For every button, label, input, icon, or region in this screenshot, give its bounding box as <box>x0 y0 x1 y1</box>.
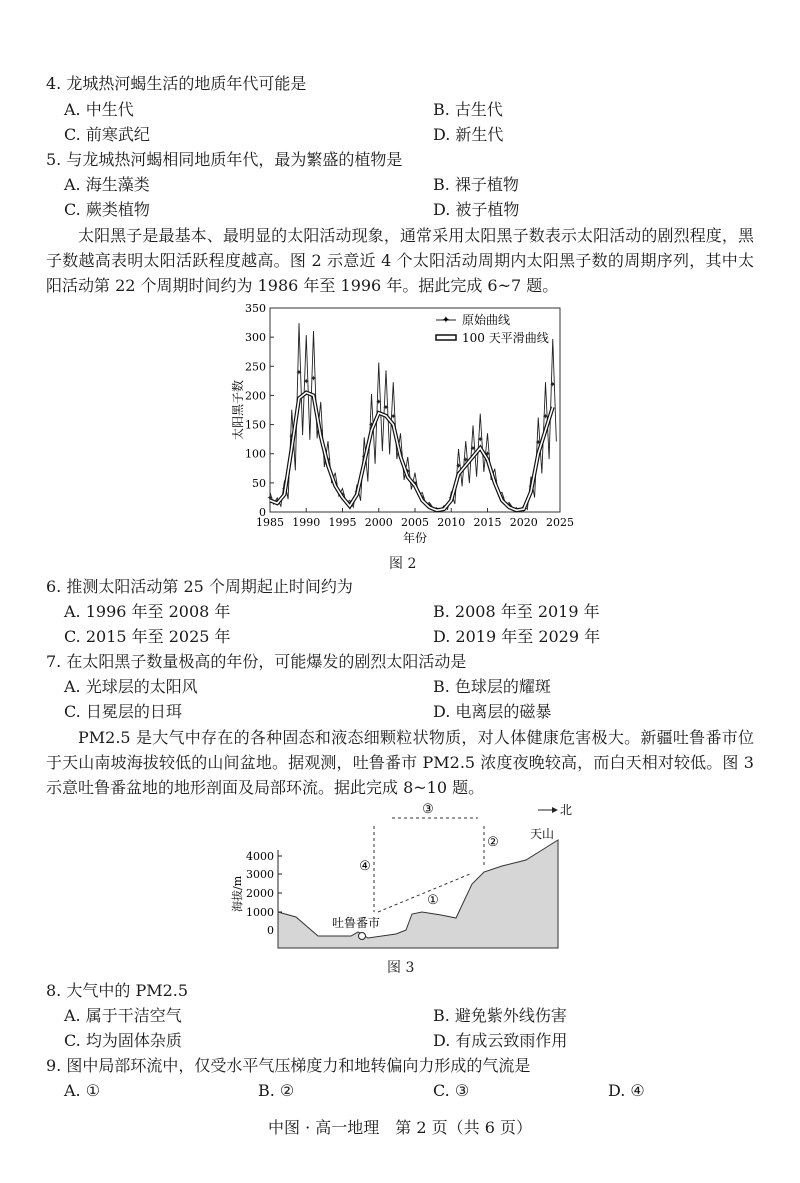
raw-series-point: ✦ <box>324 455 332 465</box>
altitude-tick-1000: 1000 <box>246 906 274 919</box>
legend-smooth-swatch <box>436 335 456 340</box>
q4-option-c: C. 前寒武纪 <box>64 125 150 144</box>
y-tick-label: 0 <box>259 506 266 519</box>
raw-series-point: ✦ <box>491 475 499 485</box>
raw-series-point: ✦ <box>310 373 317 383</box>
q4-option-b: B. 古生代 <box>433 100 503 119</box>
raw-series-point: ✦ <box>360 452 368 462</box>
raw-series-point: ✦ <box>418 493 426 503</box>
legend-smooth-label: 100 天平滑曲线 <box>462 331 549 345</box>
q6-option-d: D. 2019 年至 2029 年 <box>433 627 601 646</box>
raw-series-point: ✦ <box>447 493 455 503</box>
y-tick-label: 250 <box>245 360 266 374</box>
x-tick-label: 2010 <box>437 516 466 529</box>
legend-raw-label: 原始曲线 <box>462 313 511 327</box>
raw-series-point: ✦ <box>469 443 477 453</box>
raw-series-point: ✦ <box>520 503 528 513</box>
x-tick-label: 2025 <box>546 516 574 529</box>
question-5-stem: 5. 与龙城热河蝎相同地质年代，最为繁盛的植物是 <box>46 150 403 169</box>
question-9-stem: 9. 图中局部环流中，仅受水平气压梯度力和地转偏向力形成的气流是 <box>46 1056 531 1075</box>
q5-option-a: A. 海生藻类 <box>64 175 150 194</box>
q6-option-c: C. 2015 年至 2025 年 <box>64 627 231 646</box>
q8-option-c: C. 均为固体杂质 <box>64 1031 182 1050</box>
q9-option-a: A. ① <box>64 1081 101 1100</box>
raw-series-point: ✦ <box>317 426 325 436</box>
legend-raw-marker: ✦ <box>441 315 451 326</box>
terrain-profile <box>278 840 558 948</box>
raw-series-point: ✦ <box>397 449 404 459</box>
question-8-stem: 8. 大气中的 PM2.5 <box>46 981 189 1000</box>
raw-series-point: ✦ <box>462 455 470 465</box>
q7-option-d: D. 电离层的磁暴 <box>433 702 552 721</box>
q7-option-a: A. 光球层的太阳风 <box>64 677 198 696</box>
raw-series-point: ✦ <box>295 368 303 378</box>
q8-option-d: D. 有成云致雨作用 <box>433 1031 568 1050</box>
x-axis-label: 年份 <box>402 531 428 545</box>
x-tick-label: 1985 <box>256 516 284 529</box>
q9-option-b: B. ② <box>258 1081 295 1100</box>
question-4-stem: 4. 龙城热河蝎生活的地质年代可能是 <box>46 74 307 93</box>
raw-series-point: ✦ <box>389 411 397 421</box>
city-label: 吐鲁番市 <box>332 916 381 930</box>
raw-series-point: ✦ <box>382 403 390 413</box>
raw-series-point: ✦ <box>505 501 513 511</box>
page-footer: 中图 · 高一地理 第 2 页（共 6 页） <box>268 1118 532 1137</box>
raw-series-point: ✦ <box>339 490 346 500</box>
y-tick-label: 200 <box>245 389 266 403</box>
raw-series-point: ✦ <box>484 449 491 459</box>
sunspot-passage: 太阳黑子是最基本、最明显的太阳活动现象，通常采用太阳黑子数表示太阳活动的剧烈程度，黑子数越高表明太阳活跃程度越高。图 2 示意近 4 个太阳活动周期内太阳黑子数的周期序列，其中太阳活动第 22 个周期时间约为 1986 年至 1996 年。据此完成 6~7 题。 <box>46 226 754 295</box>
altitude-tick-2000: 2000 <box>246 887 274 900</box>
raw-series-point: ✦ <box>404 467 412 477</box>
x-tick-label: 1995 <box>328 516 357 529</box>
q6-option-b: B. 2008 年至 2019 年 <box>433 602 600 621</box>
raw-series-point: ✦ <box>455 461 462 471</box>
question-6-stem: 6. 推测太阳活动第 25 个周期起止时间约为 <box>46 577 353 596</box>
marker-4: ④ <box>359 859 371 874</box>
y-tick-label: 350 <box>245 302 266 315</box>
sunspot-chart <box>228 300 578 550</box>
x-tick-label: 2020 <box>509 516 538 529</box>
raw-series-point: ✦ <box>368 420 375 430</box>
x-tick-label: 2015 <box>473 516 502 529</box>
terrain-profile-diagram <box>226 800 576 965</box>
q6-option-a: A. 1996 年至 2008 年 <box>64 602 231 621</box>
raw-series-point: ✦ <box>534 438 542 448</box>
q9-option-d: D. ④ <box>608 1081 645 1100</box>
q5-option-c: C. 蕨类植物 <box>64 200 150 219</box>
q4-option-a: A. 中生代 <box>64 100 134 119</box>
raw-series-point: ✦ <box>266 493 274 503</box>
y-tick-label: 100 <box>245 447 266 461</box>
altitude-tick-3000: 3000 <box>246 868 274 881</box>
y-tick-label: 150 <box>245 418 266 432</box>
figure-3-caption: 图 3 <box>387 960 415 976</box>
raw-series-point: ✦ <box>281 484 288 494</box>
figure-2-caption: 图 2 <box>389 556 417 572</box>
q9-option-c: C. ③ <box>433 1081 470 1100</box>
north-label: 北 <box>560 803 573 817</box>
raw-series-point: ✦ <box>513 505 520 515</box>
city-marker <box>359 933 366 940</box>
airflow-1-line <box>378 874 470 912</box>
raw-series-point: ✦ <box>273 497 281 507</box>
raw-series-point: ✦ <box>353 487 361 497</box>
q4-option-d: D. 新生代 <box>433 125 504 144</box>
q7-option-b: B. 色球层的耀斑 <box>433 677 551 696</box>
raw-series-point: ✦ <box>476 435 484 445</box>
raw-series-point: ✦ <box>346 499 354 509</box>
y-axis-label: 太阳黑子数 <box>231 379 245 440</box>
marker-2: ② <box>487 835 499 850</box>
x-tick-label: 2000 <box>364 516 393 529</box>
q8-option-b: B. 避免紫外线伤害 <box>433 1006 567 1025</box>
marker-3: ③ <box>422 802 434 817</box>
raw-series-point: ✦ <box>440 503 448 513</box>
altitude-tick-4000: 4000 <box>246 850 274 863</box>
altitude-axis-label: 海拔/m <box>231 875 244 912</box>
y-tick-label: 50 <box>252 476 266 490</box>
raw-series-point: ✦ <box>549 379 557 389</box>
north-arrow-icon <box>552 807 558 813</box>
altitude-tick-0: 0 <box>267 924 274 937</box>
x-tick-label: 2005 <box>401 516 429 529</box>
raw-series-point: ✦ <box>411 478 419 488</box>
raw-series-point: ✦ <box>426 501 433 511</box>
q8-option-a: A. 属于干洁空气 <box>64 1006 182 1025</box>
mountain-label: 天山 <box>530 827 555 841</box>
raw-series-point: ✦ <box>375 397 383 407</box>
raw-series-point: ✦ <box>331 478 339 488</box>
question-7-stem: 7. 在太阳黑子数量极高的年份，可能爆发的剧烈太阳活动是 <box>46 652 467 671</box>
y-tick-label: 300 <box>245 331 266 345</box>
raw-series-point: ✦ <box>498 493 506 503</box>
q5-option-b: B. 裸子植物 <box>433 175 519 194</box>
raw-series-point: ✦ <box>433 505 441 515</box>
raw-series-point: ✦ <box>288 432 296 442</box>
raw-series-point: ✦ <box>527 481 535 491</box>
raw-series-point: ✦ <box>302 376 310 386</box>
pm25-passage: PM2.5 是大气中存在的各种固态和液态细颗粒状物质，对人体健康危害极大。新疆吐鲁番市位于天山南坡海拔较低的山间盆地。据观测，吐鲁番市 PM2.5 浓度夜晚较高，而白天相对较低。图 3 示意吐鲁番盆地的地形剖面及局部环流。据此完成 8~10 题。 <box>46 728 754 797</box>
q7-option-c: C. 日冕层的日珥 <box>64 702 182 721</box>
marker-1: ① <box>427 893 439 908</box>
x-tick-label: 1990 <box>292 516 321 529</box>
raw-series-point: ✦ <box>542 411 549 421</box>
q5-option-d: D. 被子植物 <box>433 200 520 219</box>
